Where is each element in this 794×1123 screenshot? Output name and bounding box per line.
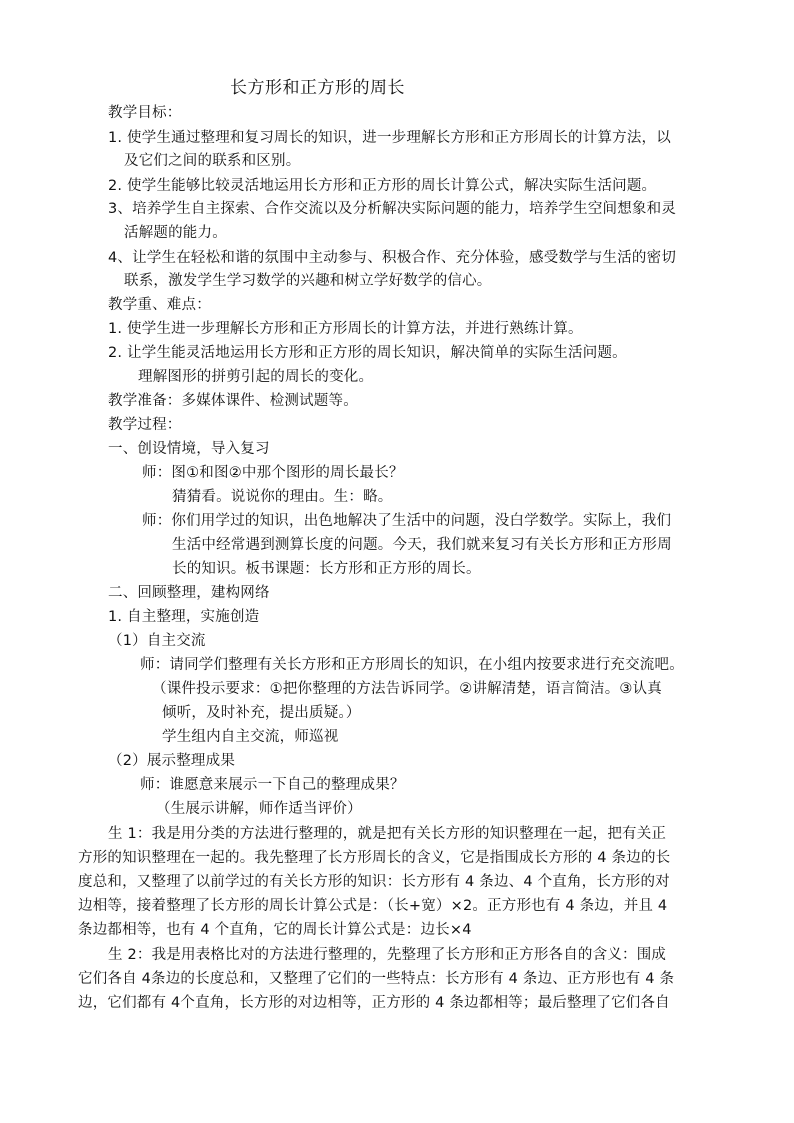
- paragraph-line: （生展示讲解，师作适当评价）: [156, 801, 362, 817]
- paragraph-line: 倾听，及时补充，提出质疑。）: [162, 705, 361, 721]
- subsection-heading: 一、创设情境，导入复习: [108, 441, 270, 457]
- paragraph-line: （1）自主交流: [108, 633, 206, 649]
- section-heading-preparation: 教学准备：多媒体课件、检测试题等。: [108, 393, 358, 409]
- paragraph-line: 2. 让学生能灵活地运用长方形和正方形的周长知识，解决简单的实际生活问题。: [108, 345, 627, 361]
- paragraph-line: 及它们之间的联系和区别。: [124, 153, 301, 169]
- paragraph-line: 1. 使学生通过整理和复习周长的知识，进一步理解长方形和正方形周长的计算方法，以: [108, 130, 671, 146]
- paragraph-line: 条边都相等，也有 4 个直角，它的周长计算公式是：边长×4: [78, 922, 472, 938]
- paragraph-line: 边，它们都有 4个直角，长方形的对边相等，正方形的 4 条边都相等；最后整理了它们各自: [78, 995, 670, 1011]
- paragraph-line: 师：图①和图②中那个图形的周长最长？: [142, 465, 404, 481]
- paragraph-line: 理解图形的拼剪引起的周长的变化。: [138, 369, 374, 385]
- paragraph-line: 师：你们用学过的知识，出色地解决了生活中的问题，没白学数学。实际上，我们: [142, 513, 672, 529]
- paragraph-line: 联系，激发学生学习数学的兴趣和树立学好数学的信心。: [124, 273, 492, 289]
- document-title: 长方形和正方形的周长: [230, 78, 405, 98]
- paragraph-line: 生活中经常遇到测算长度的问题。今天，我们就来复习有关长方形和正方形周: [172, 537, 672, 553]
- section-heading-key-points: 教学重、难点：: [108, 297, 211, 313]
- paragraph-line: 2. 使学生能够比较灵活地运用长方形和正方形的周长计算公式，解决实际生活问题。: [108, 178, 657, 194]
- section-heading-goals: 教学目标：: [108, 105, 182, 121]
- paragraph-line: 生 2：我是用表格比对的方法进行整理的，先整理了长方形和正方形各自的含义：围成: [108, 947, 667, 963]
- paragraph-line: 长的知识。板书课题：长方形和正方形的周长。: [172, 561, 481, 577]
- paragraph-line: 师：请同学们整理有关长方形和正方形周长的知识，在小组内按要求进行充交流吧。: [140, 657, 684, 673]
- paragraph-line: 学生组内自主交流，师巡视: [162, 729, 339, 745]
- paragraph-line: 方形的知识整理在一起的。我先整理了长方形周长的含义，它是指围成长方形的 4 条边的长: [78, 850, 671, 866]
- paragraph-line: 1. 自主整理，实施创造: [108, 609, 260, 625]
- paragraph-line: 3、培养学生自主探索、合作交流以及分析解决实际问题的能力，培养学生空间想象和灵: [108, 201, 677, 217]
- paragraph-line: 1. 使学生进一步理解长方形和正方形周长的计算方法，并进行熟练计算。: [108, 321, 583, 337]
- paragraph-line: 活解题的能力。: [124, 225, 227, 241]
- paragraph-line: 度总和，又整理了以前学过的有关长方形的知识：长方形有 4 条边、4 个直角，长方形的对: [78, 874, 670, 890]
- paragraph-line: 师：谁愿意来展示一下自己的整理成果？: [140, 777, 405, 793]
- paragraph-line: 4、让学生在轻松和谐的氛围中主动参与、积极合作、充分体验，感受数学与生活的密切: [108, 250, 677, 266]
- section-heading-process: 教学过程：: [108, 417, 182, 433]
- paragraph-line: 生 1：我是用分类的方法进行整理的，就是把有关长方形的知识整理在一起，把有关正: [108, 826, 667, 842]
- subsection-heading: 二、回顾整理，建构网络: [108, 585, 270, 601]
- paragraph-line: （课件投示要求：①把你整理的方法告诉同学。②讲解清楚，语言简洁。③认真: [152, 681, 662, 697]
- paragraph-line: （2）展示整理成果: [108, 753, 236, 769]
- paragraph-line: 边相等，接着整理了长方形的周长计算公式是：（长+宽）×2。正方形也有 4 条边，并且 4: [78, 898, 668, 914]
- paragraph-line: 猜猜看。说说你的理由。生：略。: [172, 489, 393, 505]
- paragraph-line: 它们各自 4条边的长度总和，又整理了它们的一些特点：长方形有 4 条边、正方形也有 4 条: [78, 971, 675, 987]
